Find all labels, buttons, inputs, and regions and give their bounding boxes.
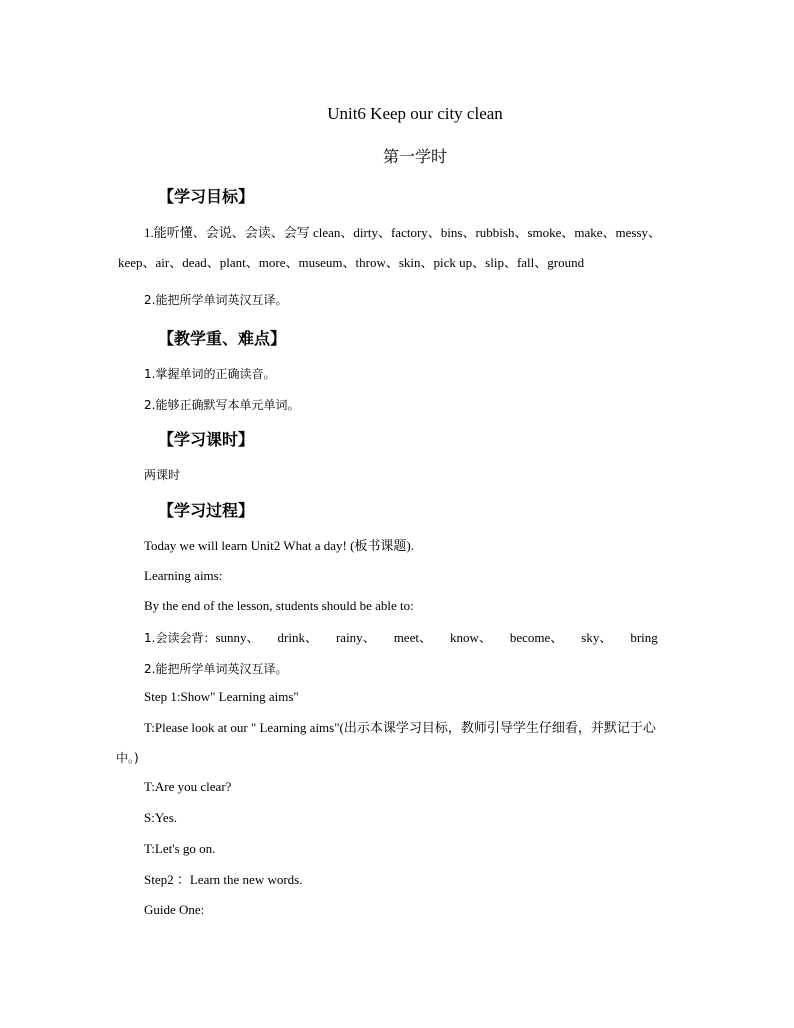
vocab-word: become、 [509, 630, 564, 645]
process-line-teacher-look-2: 中。) [116, 751, 139, 765]
section-heading-key-points: 【教学重、难点】 [158, 329, 287, 348]
class-hours-text: 两课时 [144, 468, 181, 482]
process-line-step2: Step2 ：Learn the new words. [144, 872, 303, 887]
objective-item-1-line-2: keep、air、dead、plant、more、museum、throw、skin、pick up、slip、fall、ground [118, 255, 585, 270]
vocab-word: sunny、 [215, 630, 260, 645]
vocab-word: know、 [449, 630, 492, 645]
vocab-list [215, 630, 675, 645]
process-line-intro: Today we will learn Unit2 What a day! (板书课题). [144, 538, 414, 553]
vocab-label: 1.会读会背： [144, 631, 216, 645]
process-line-guide-one: Guide One: [144, 902, 205, 917]
vocab-line [144, 630, 676, 646]
vocab-word: meet、 [393, 630, 432, 645]
process-line-aims-label: Learning aims: [144, 568, 223, 583]
process-line-step1: Step 1:Show" Learning aims" [144, 689, 299, 704]
lesson-subtitle: 第一学时 [382, 147, 447, 166]
process-line-translate: 2.能把所学单词英汉互译。 [144, 662, 288, 676]
section-heading-objectives: 【学习目标】 [158, 187, 255, 206]
process-line-student-yes: S:Yes. [144, 810, 178, 825]
vocab-word: rainy、 [335, 630, 376, 645]
vocab-word: sky、 [581, 630, 613, 645]
vocab-word: drink、 [277, 630, 318, 645]
section-heading-class-hours: 【学习课时】 [158, 430, 255, 449]
process-line-teacher-look-1: T:Please look at our " Learning aims"(出示本课学习目标，教师引导学生仔细看，并默记于心 [144, 720, 656, 735]
process-line-end-of-lesson: By the end of the lesson, students should be able to: [144, 598, 414, 613]
key-point-item-2: 2.能够正确默写本单元单词。 [144, 398, 300, 412]
process-line-lets-go-on: T:Let's go on. [144, 841, 216, 856]
section-heading-process: 【学习过程】 [158, 501, 255, 520]
objective-item-2: 2.能把所学单词英汉互译。 [144, 293, 288, 307]
objective-item-1-line-1: 1.能听懂、会说、会读、会写 clean、dirty、factory、bins、rubbish、smoke、make、messy、 [144, 225, 662, 240]
vocab-word: bring [630, 630, 658, 645]
process-line-are-you-clear: T:Are you clear? [144, 779, 232, 794]
key-point-item-1: 1.掌握单词的正确读音。 [144, 367, 276, 381]
document-title: Unit6 Keep our city clean [327, 104, 503, 123]
